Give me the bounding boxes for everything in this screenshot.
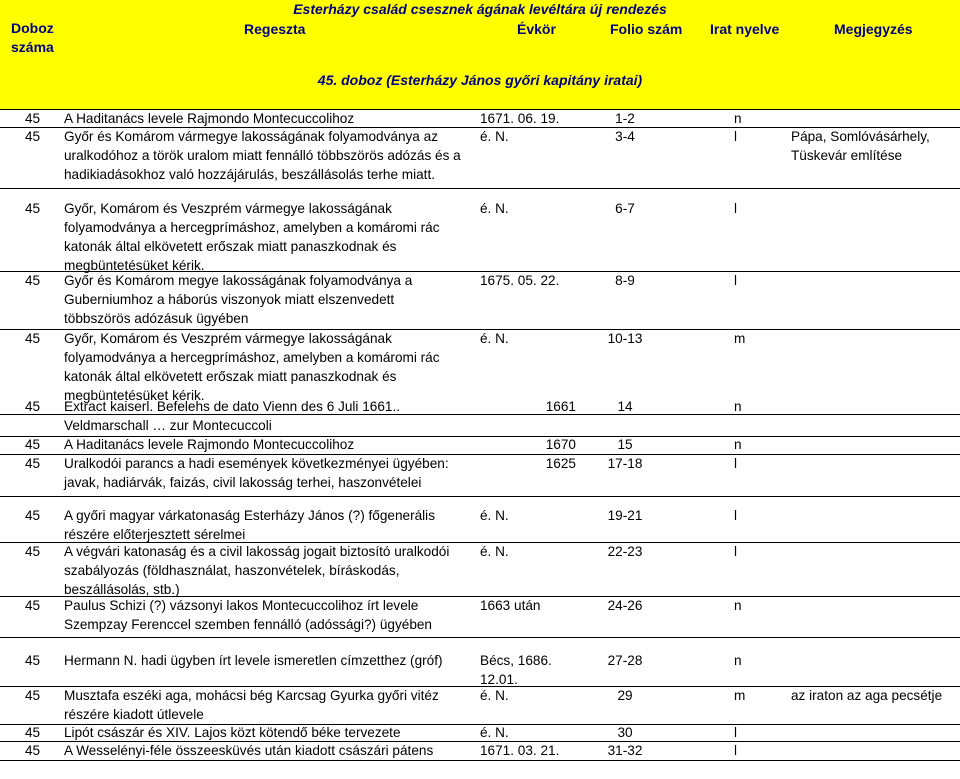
cell-regeszta: Győr és Komárom megye lakosságának folyamodványa a Guberniumhoz a háborús viszonyok miatt elszenvedett többszörös adózásuk ügyében (64, 273, 413, 326)
cell-doboz: 45 (25, 273, 41, 288)
divider (0, 637, 960, 638)
cell-folio: 1-2 (615, 111, 635, 126)
cell-regeszta: A Wesselényi-féle összeesküvés után kiadott császári pátens (64, 743, 434, 758)
cell-doboz: 45 (25, 598, 41, 613)
divider (0, 760, 960, 761)
divider (0, 188, 960, 189)
cell-evkor: Bécs, 1686. 12.01. (480, 653, 552, 687)
cell-nyelv: l (734, 725, 738, 740)
cell-nyelv: l (734, 743, 738, 758)
cell-doboz: 45 (25, 743, 41, 758)
cell-folio: 17-18 (607, 456, 643, 471)
cell-evkor: 1671. 03. 21. (480, 743, 560, 758)
cell-doboz: 45 (25, 725, 41, 740)
cell-regeszta: A Haditanács levele Rajmondo Montecuccolihoz (64, 111, 355, 126)
cell-evkor: 1670 (545, 437, 576, 452)
cell-doboz: 45 (25, 331, 41, 346)
cell-regeszta: Győr és Komárom vármegye lakosságának folyamodványa az uralkodóhoz a török uralom miatt fennálló többszörös adózás és a hadikiadásokhoz való hozzájárulás, beszállásolás terhe miatt. (64, 129, 461, 182)
cell-nyelv: l (734, 273, 738, 288)
cell-megjegyzes: az iraton az aga pecsétje (791, 688, 943, 703)
cell-evkor: é. N. (480, 688, 509, 703)
cell-regeszta: A győri magyar várkatonaság Esterházy János (?) főgenerális részére előterjesztett sérelmei (64, 508, 435, 542)
cell-nyelv: m (734, 331, 746, 346)
cell-nyelv: l (734, 508, 738, 523)
column-header-nyelv: Irat nyelve (710, 21, 780, 37)
section-title: 45. doboz (Esterházy János győri kapitány iratai) (317, 72, 643, 88)
cell-doboz: 45 (25, 688, 41, 703)
cell-folio: 24-26 (607, 598, 643, 613)
cell-evkor: 1663 után (480, 598, 541, 613)
cell-evkor: é. N. (480, 331, 509, 346)
cell-folio: 8-9 (615, 273, 635, 288)
cell-evkor: 1625 (545, 456, 576, 471)
cell-doboz: 45 (25, 437, 41, 452)
cell-doboz: 45 (25, 508, 41, 523)
cell-doboz: 45 (25, 399, 41, 414)
cell-nyelv: l (734, 544, 738, 559)
cell-nyelv: l (734, 201, 738, 216)
cell-folio: 29 (617, 688, 633, 703)
cell-nyelv: n (734, 598, 742, 613)
cell-folio: 22-23 (607, 544, 643, 559)
cell-doboz: 45 (25, 653, 41, 668)
cell-regeszta: Hermann N. hadi ügyben írt levele ismeretlen címzetthez (gróf) (64, 653, 443, 668)
cell-evkor: é. N. (480, 725, 509, 740)
cell-folio: 31-32 (607, 743, 643, 758)
cell-folio: 30 (617, 725, 633, 740)
cell-folio: 3-4 (615, 129, 635, 144)
cell-evkor: 1661 (545, 399, 576, 414)
column-header-folio: Folio szám (610, 21, 683, 37)
cell-doboz: 45 (25, 129, 41, 144)
cell-nyelv: n (734, 653, 742, 668)
cell-folio: 14 (617, 399, 633, 414)
cell-nyelv: n (734, 111, 742, 126)
cell-regeszta: Lipót császár és XIV. Lajos közt kötendő béke tervezete (64, 725, 401, 740)
cell-nyelv: n (734, 399, 742, 414)
cell-folio: 15 (617, 437, 633, 452)
cell-evkor: é. N. (480, 508, 509, 523)
cell-folio: 19-21 (607, 508, 643, 523)
cell-regeszta: A Haditanács levele Rajmondo Montecuccolihoz (64, 437, 355, 452)
cell-evkor: é. N. (480, 544, 509, 559)
column-header-evkor: Évkör (517, 21, 556, 37)
cell-nyelv: l (734, 456, 738, 471)
cell-nyelv: n (734, 437, 742, 452)
cell-doboz: 45 (25, 456, 41, 471)
cell-regeszta: Extract kaiserl. Befelehs de dato Vienn des 6 Juli 1661.. Veldmarschall … zur Montecuccoli (64, 399, 401, 433)
cell-regeszta: Paulus Schizi (?) vázsonyi lakos Montecuccolihoz írt levele Szempzay Ferenccel szemben fennálló (adóssági?) ügyében (64, 598, 432, 632)
cell-nyelv: m (734, 688, 746, 703)
cell-regeszta: Győr, Komárom és Veszprém vármegye lakosságának folyamodványa a hercegprímáshoz, amelyben a komáromi rác katonák által elkövetett erőszak miatt panaszkodnak és megbüntetésüket kérik. (64, 201, 440, 273)
cell-evkor: 1675. 05. 22. (480, 273, 560, 288)
column-header-regeszta: Regeszta (244, 21, 306, 37)
cell-megjegyzes: Pápa, Somlóvásárhely, Tüskevár említése (791, 129, 930, 163)
cell-evkor: é. N. (480, 129, 509, 144)
cell-regeszta: Musztafa eszéki aga, mohácsi bég Karcsag Gyurka győri vitéz részére kiadott útlevele (64, 688, 439, 722)
cell-folio: 6-7 (615, 201, 635, 216)
cell-evkor: 1671. 06. 19. (480, 111, 560, 126)
cell-doboz: 45 (25, 544, 41, 559)
cell-folio: 10-13 (607, 331, 643, 346)
divider (0, 496, 960, 497)
cell-doboz: 45 (25, 111, 41, 126)
cell-folio: 27-28 (607, 653, 643, 668)
cell-regeszta: Uralkodói parancs a hadi események következményei ügyében: javak, hadiárvák, faizás, civil lakosság terhei, haszonvételei (64, 456, 449, 490)
cell-evkor: é. N. (480, 201, 509, 216)
cell-nyelv: l (734, 129, 738, 144)
cell-doboz: 45 (25, 201, 41, 216)
column-header-megjegyzes: Megjegyzés (834, 21, 913, 37)
column-header-doboz: Doboz száma (11, 20, 54, 55)
cell-regeszta: Győr, Komárom és Veszprém vármegye lakosságának folyamodványa a hercegprímáshoz, amelyben a komáromi rác katonák által elkövetett erőszak miatt panaszkodnak és megbüntetésüket kérik. (64, 331, 440, 403)
document-title: Esterházy család csesznek ágának levéltára új rendezés (293, 1, 667, 17)
cell-regeszta: A végvári katonaság és a civil lakosság jogait biztosító uralkodói szabályozás (földhasználat, haszonvételek, bíráskodás, beszállásolás, stb.) (64, 544, 450, 597)
